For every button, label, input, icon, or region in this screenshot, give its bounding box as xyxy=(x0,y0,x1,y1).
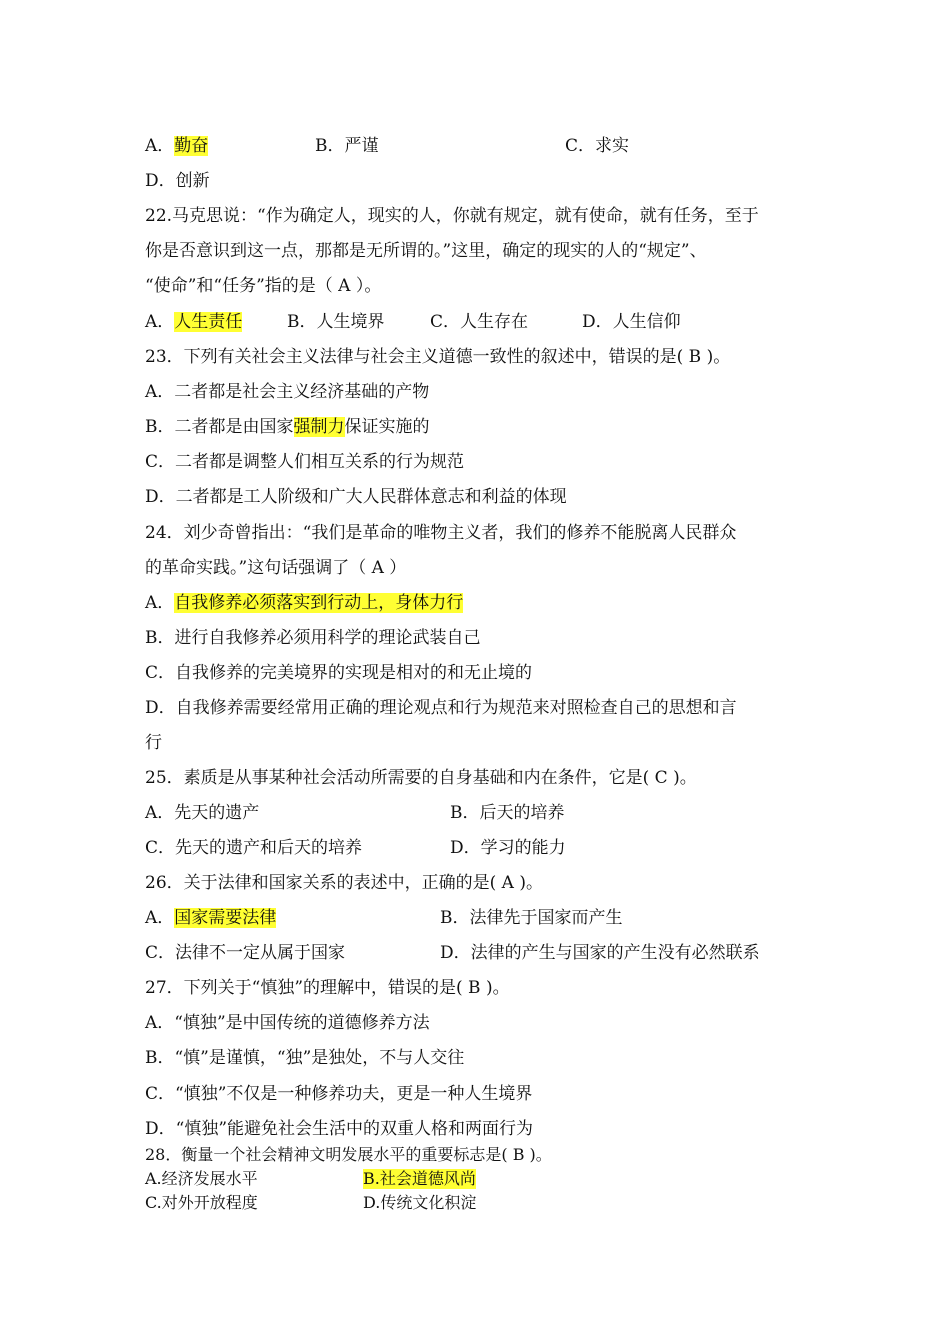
q22-option-b: B．人生境界 xyxy=(287,312,385,332)
q24-option-a xyxy=(145,591,463,615)
q22-option-c: C．人生存在 xyxy=(430,312,529,332)
q28-option-c: C.对外开放程度 xyxy=(145,1193,258,1212)
q25-option-c: C．先天的遗产和后天的培养 xyxy=(145,838,363,858)
q26-option-d: D．法律的产生与国家的产生没有必然联系 xyxy=(440,943,760,963)
q24-option-a-answer: 自我修养必须落实到行动上，身体力行 xyxy=(174,593,464,613)
q26-option-c: C．法律不一定从属于国家 xyxy=(145,943,346,963)
q24-stem-line-1: 24．刘少奇曾指出：“我们是革命的唯物主义者，我们的修养不能脱离人民群众 xyxy=(145,523,737,543)
q21-option-a-answer: 勤奋 xyxy=(174,136,209,156)
q23-option-c: C．二者都是调整人们相互关系的行为规范 xyxy=(145,452,465,472)
q27-option-b: B．“慎”是谨慎，“独”是独处，不与人交往 xyxy=(145,1048,465,1068)
q28-option-d: D.传统文化积淀 xyxy=(363,1193,477,1212)
q25-option-a: A．先天的遗产 xyxy=(145,803,260,823)
q25-option-d: D．学习的能力 xyxy=(450,838,566,858)
q21-option-b: B．严谨 xyxy=(315,136,379,156)
q22-option-a-answer: 人生责任 xyxy=(174,312,243,332)
q28-option-b-answer: B.社会道德风尚 xyxy=(363,1169,476,1188)
q27-option-a: A．“慎独”是中国传统的道德修养方法 xyxy=(145,1013,430,1033)
q25-options-row-2 xyxy=(145,836,566,860)
q26-option-a-answer: 国家需要法律 xyxy=(174,908,277,928)
q26-options-row-1 xyxy=(145,906,623,930)
q24-option-d-line-1: D．自我修养需要经常用正确的理论观点和行为规范来对照检查自己的思想和言 xyxy=(145,698,737,718)
q23-option-a: A．二者都是社会主义经济基础的产物 xyxy=(145,382,430,402)
q26-option-a-prefix: A． xyxy=(145,908,175,928)
q21-option-c: C．求实 xyxy=(565,136,630,156)
q25-stem: 25．素质是从事某种社会活动所需要的自身基础和内在条件，它是( C )。 xyxy=(145,768,697,788)
q22-option-d: D．人生信仰 xyxy=(582,312,681,332)
q27-stem: 27．下列关于“慎独”的理解中，错误的是( B )。 xyxy=(145,978,510,998)
q22-option-a-prefix: A． xyxy=(145,312,175,332)
q24-option-c: C．自我修养的完美境界的实现是相对的和无止境的 xyxy=(145,663,533,683)
q23-option-d: D．二者都是工人阶级和广大人民群体意志和利益的体现 xyxy=(145,487,567,507)
q24-stem-line-2: 的革命实践。”这句话强调了（ A ） xyxy=(145,558,407,578)
q21-option-a-prefix: A． xyxy=(145,136,175,156)
q22-stem-line-1: 22.马克思说：“作为确定人，现实的人，你就有规定，就有使命，就有任务，至于 xyxy=(145,206,759,226)
q28-stem: 28．衡量一个社会精神文明发展水平的重要标志是( B )。 xyxy=(145,1145,552,1164)
q22-stem-line-3: “使命”和“任务”指的是（ A ）。 xyxy=(145,276,382,296)
q23-option-b-text: B．二者都是由国家 xyxy=(145,417,294,437)
q26-options-row-2 xyxy=(145,941,760,965)
q22-options-row xyxy=(145,310,681,334)
q22-stem-line-2: 你是否意识到这一点，那都是无所谓的。”这里，确定的现实的人的“规定”、 xyxy=(145,241,707,261)
q23-option-b-text-end: 保证实施的 xyxy=(344,417,430,437)
q23-option-b-highlight: 强制力 xyxy=(293,417,345,437)
q24-option-a-prefix: A． xyxy=(145,593,175,613)
q24-option-b: B．进行自我修养必须用科学的理论武装自己 xyxy=(145,628,481,648)
q26-option-b: B．法律先于国家而产生 xyxy=(440,908,623,928)
q28-options-row-2 xyxy=(145,1193,477,1213)
q28-option-a: A.经济发展水平 xyxy=(145,1169,258,1188)
q27-option-d: D．“慎独”能避免社会生活中的双重人格和两面行为 xyxy=(145,1119,534,1139)
q23-stem: 23．下列有关社会主义法律与社会主义道德一致性的叙述中，错误的是( B )。 xyxy=(145,347,731,367)
q23-option-b xyxy=(145,415,430,439)
q25-option-b: B．后天的培养 xyxy=(450,803,565,823)
q24-option-d-line-2: 行 xyxy=(145,733,162,753)
q28-options-row-1 xyxy=(145,1169,476,1189)
q21-option-d: D．创新 xyxy=(145,171,210,191)
q26-stem: 26．关于法律和国家关系的表述中，正确的是( A )。 xyxy=(145,873,543,893)
q21-options-row-1 xyxy=(145,134,630,158)
q25-options-row-1 xyxy=(145,801,565,825)
q27-option-c: C．“慎独”不仅是一种修养功夫，更是一种人生境界 xyxy=(145,1084,533,1104)
